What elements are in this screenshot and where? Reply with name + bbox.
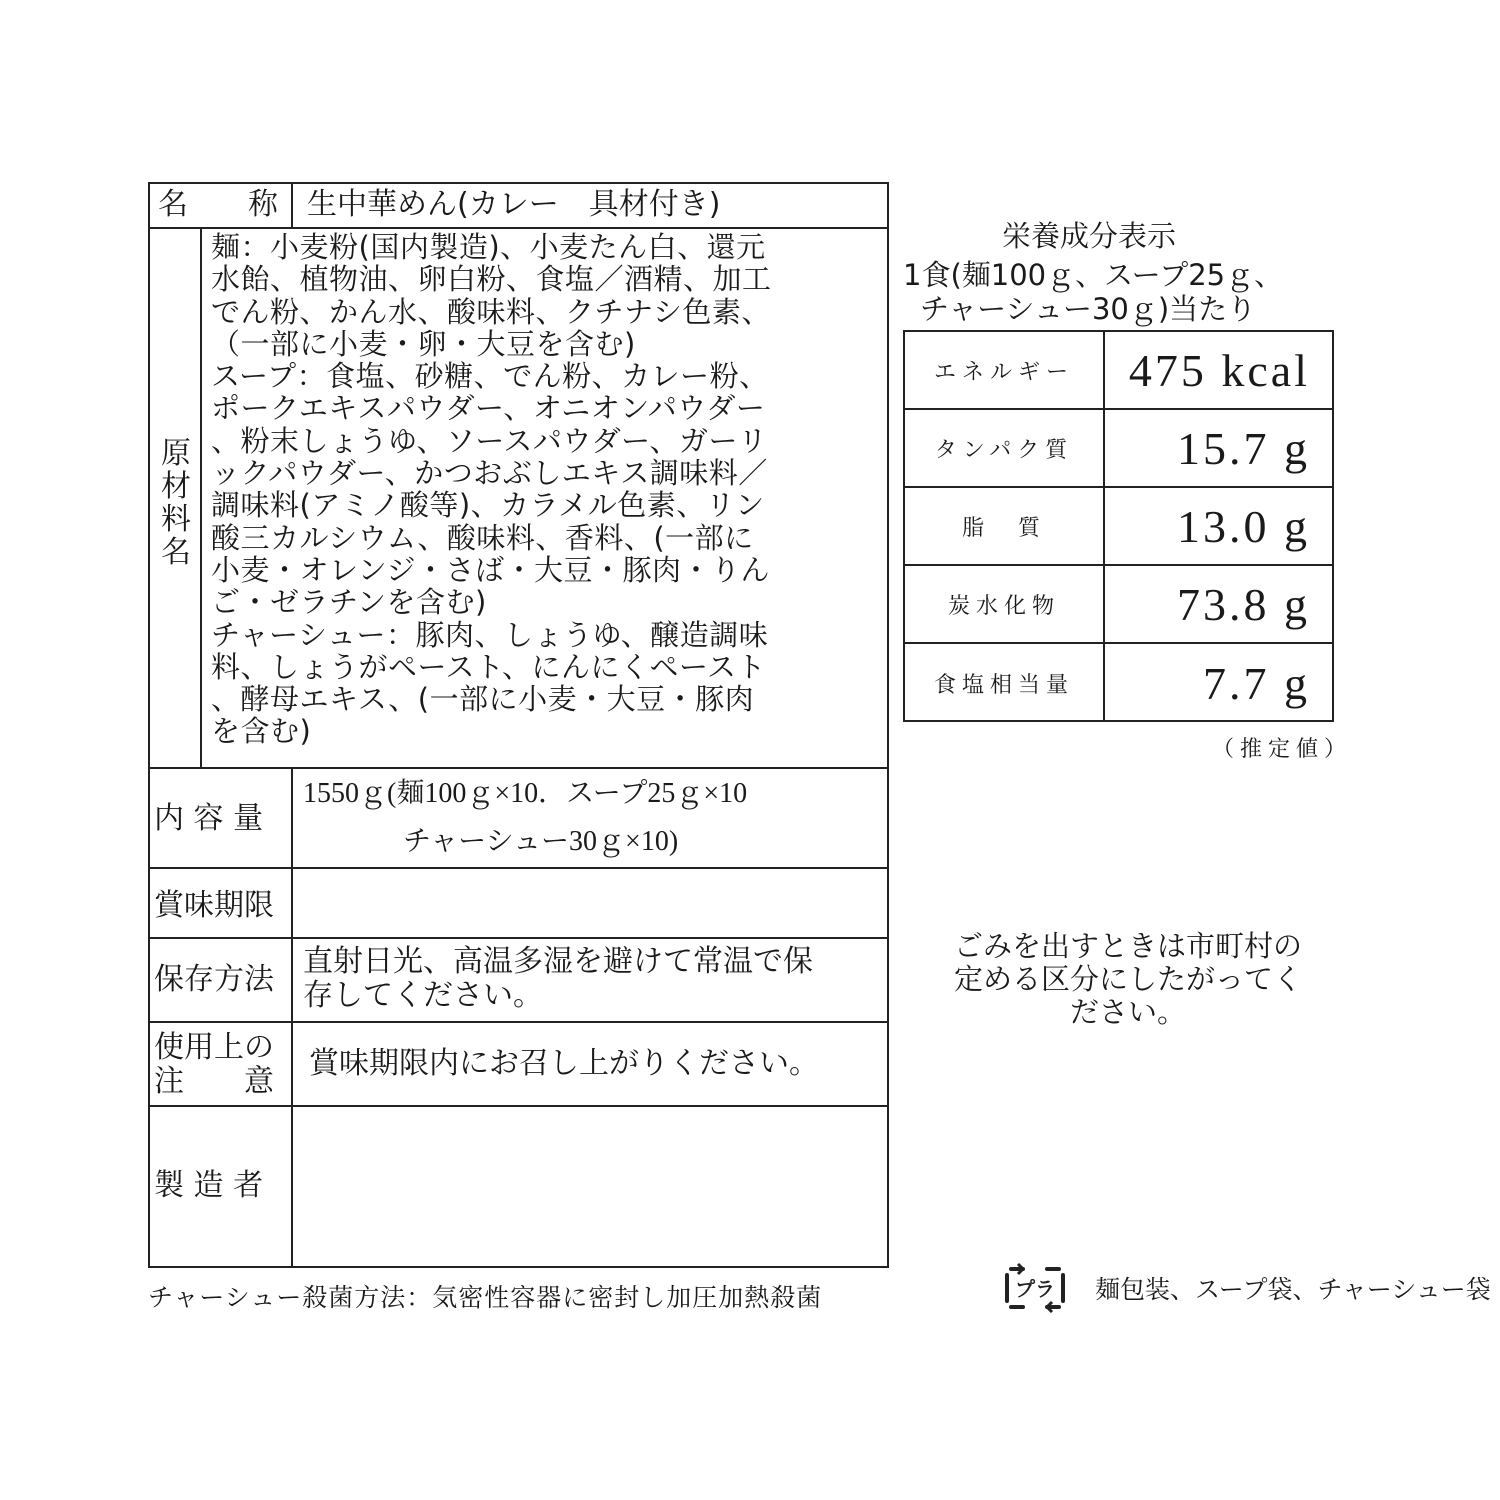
nutrition-basis-line-2: チャーシュー30ｇ)当たり xyxy=(920,292,1257,326)
ingredient-line: （一部に小麦・卵・大豆を含む) xyxy=(211,326,636,361)
nutrition-label: エネルギー xyxy=(905,332,1105,408)
name-header: 名 称 xyxy=(158,187,278,222)
ingredient-line: ポークエキスパウダー、オニオンパウダー xyxy=(211,391,766,426)
nutrition-value: 475 kcal xyxy=(1128,344,1310,396)
ingredients-divider xyxy=(200,229,202,767)
nutrition-value: 7.7 g xyxy=(1203,657,1310,709)
disposal-line: ださい。 xyxy=(1069,995,1186,1029)
manufacturer-header-cell xyxy=(150,1107,293,1266)
storage-value-cell xyxy=(295,939,887,1021)
caution-header-line-1: 使用上の xyxy=(154,1030,274,1065)
product-name: 生中華めん(カレー 具材付き) xyxy=(307,187,721,222)
ingredients-header-char: 名 xyxy=(161,535,191,570)
ingredients-header-char: 材 xyxy=(161,469,191,504)
nutrition-label: 脂 質 xyxy=(905,488,1105,564)
caution-value-cell xyxy=(295,1023,887,1105)
best-before-header: 賞味期限 xyxy=(154,888,274,923)
nutrition-row xyxy=(905,566,1332,644)
contents-header-cell xyxy=(150,769,293,867)
ingredient-line: を含む) xyxy=(211,714,312,749)
sterilization-note: チャーシュー殺菌方法：気密性容器に密封し加圧加熱殺菌 xyxy=(148,1283,823,1312)
ingredient-line: 酸三カルシウム、酸味料、香料、(一部に xyxy=(211,520,754,555)
best-before-value-cell xyxy=(295,869,887,937)
contents-header: 内 容 量 xyxy=(154,801,264,836)
name-header-cell xyxy=(150,184,293,227)
ingredient-line: 水飴、植物油、卵白粉、食塩／酒精、加工 xyxy=(211,262,772,297)
nutrition-row xyxy=(905,332,1332,410)
ingredient-line: ご・ゼラチンを含む) xyxy=(211,585,487,620)
storage-header-cell xyxy=(150,939,293,1021)
ingredients-list xyxy=(211,231,887,748)
storage-line-1: 直射日光、高温多湿を避けて常温で保 xyxy=(303,944,813,979)
plastic-recycle-icon xyxy=(1001,1263,1069,1313)
ingredient-line: チャーシュー：豚肉、しょうゆ、醸造調味 xyxy=(211,617,769,652)
caution-row xyxy=(150,1023,887,1107)
nutrition-label: 食塩相当量 xyxy=(905,644,1105,722)
manufacturer-header: 製 造 者 xyxy=(154,1168,264,1203)
storage-line-2: 存してください。 xyxy=(303,978,543,1013)
best-before-header-cell xyxy=(150,869,293,937)
ingredient-line: でん粉、かん水、酸味料、クチナシ色素、 xyxy=(211,294,771,329)
nutrition-label: 炭水化物 xyxy=(905,566,1105,642)
ingredient-line: ックパウダー、かつおぶしエキス調味料／ xyxy=(211,456,768,491)
nutrition-row xyxy=(905,488,1332,566)
ingredients-header xyxy=(158,437,194,569)
manufacturer-value-cell xyxy=(295,1107,887,1266)
nutrition-title: 栄養成分表示 xyxy=(1002,219,1177,253)
storage-header: 保存方法 xyxy=(154,962,274,997)
ingredient-line: 麺：小麦粉(国内製造)、小麦たん白、還元 xyxy=(211,230,766,264)
caution-value: 賞味期限内にお召し上がりください。 xyxy=(309,1046,819,1081)
contents-value-cell xyxy=(295,769,887,867)
best-before-row xyxy=(150,869,887,939)
nutrition-value: 73.8 g xyxy=(1177,578,1310,630)
nutrition-row xyxy=(905,644,1332,722)
recycle-mark-text: プラ xyxy=(1015,1277,1055,1301)
ingredients-header-char: 料 xyxy=(161,502,191,537)
nutrition-label: タンパク質 xyxy=(905,410,1105,486)
disposal-line: ごみを出すときは市町村の xyxy=(953,929,1302,963)
ingredient-line: 調味料(アミノ酸等)、カラメル色素、リン xyxy=(211,488,765,523)
ingredient-line: 、粉末しょうゆ、ソースパウダー、ガーリ xyxy=(211,423,768,458)
caution-header-cell xyxy=(150,1023,293,1105)
ingredient-line: スープ：食塩、砂糖、でん粉、カレー粉、 xyxy=(211,359,769,394)
caution-header-line-2: 注 意 xyxy=(154,1064,274,1099)
contents-line-2: チャーシュー30ｇ×10) xyxy=(403,826,679,857)
nutrition-estimate-note: （推定値） xyxy=(1212,737,1353,762)
manufacturer-row xyxy=(150,1107,887,1266)
ingredient-line: 料、しょうがペースト、にんにくペースト xyxy=(211,649,766,684)
ingredients-header-char: 原 xyxy=(161,436,191,471)
nutrition-basis-line-1: 1食(麺100ｇ、スープ25ｇ、 xyxy=(903,258,1284,292)
contents-line-1: 1550ｇ(麺100ｇ×10．スープ25ｇ×10 xyxy=(303,778,748,809)
nutrition-value: 15.7 g xyxy=(1177,422,1310,474)
recycle-target-text: 麺包装、スープ袋、チャーシュー袋 xyxy=(1095,1275,1491,1304)
name-row xyxy=(150,184,887,229)
disposal-note xyxy=(918,930,1338,1029)
ingredients-row xyxy=(150,229,887,769)
nutrition-table xyxy=(903,330,1334,722)
ingredient-line: 、酵母エキス、(一部に小麦・大豆・豚肉 xyxy=(211,682,755,717)
name-value-cell xyxy=(295,184,887,227)
storage-row xyxy=(150,939,887,1023)
nutrition-row xyxy=(905,410,1332,488)
nutrition-value: 13.0 g xyxy=(1177,500,1310,552)
product-label-table xyxy=(148,182,889,1268)
disposal-line: 定める区分にしたがってく xyxy=(953,962,1302,996)
contents-row xyxy=(150,769,887,869)
ingredient-line: 小麦・オレンジ・さば・大豆・豚肉・りん xyxy=(211,552,771,587)
